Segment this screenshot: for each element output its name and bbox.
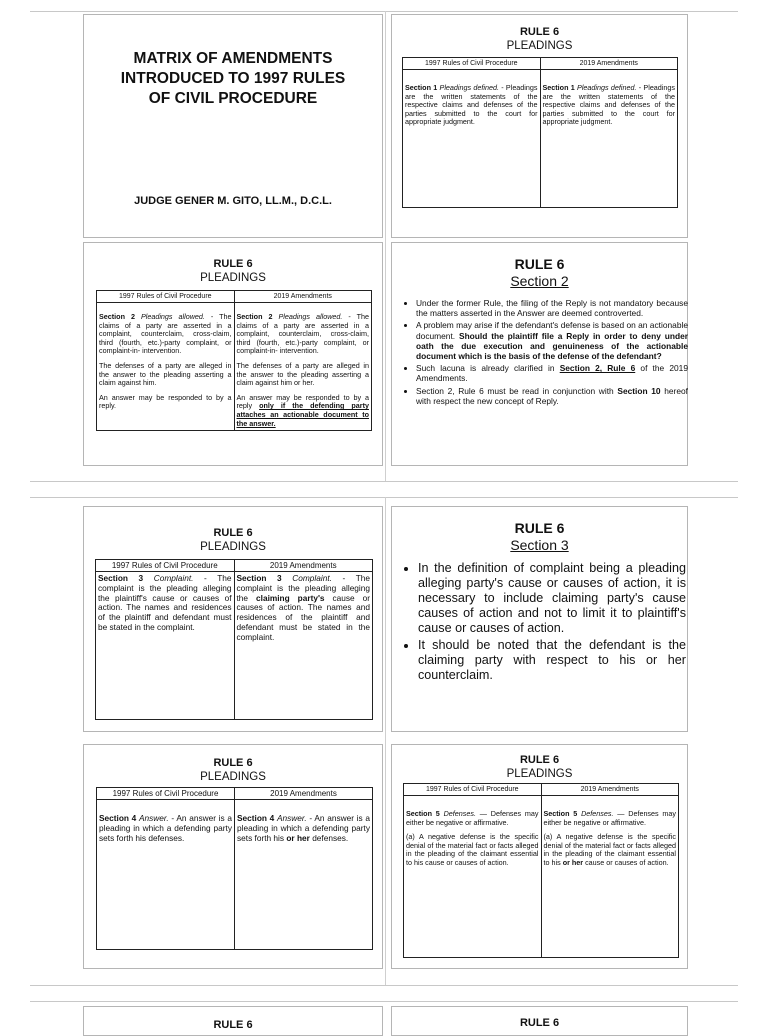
section-text: The defenses of a party are alleged in the answer to the pleading asserting a claim against him or her. bbox=[236, 360, 369, 388]
slide-section-2-notes bbox=[391, 242, 688, 466]
cover-author: JUDGE GENER M. GITO, LL.M., D.C.L. bbox=[134, 195, 332, 207]
section-text: The defenses of a party are alleged in the answer to the pleading asserting a claim against him. bbox=[99, 360, 232, 388]
column-header-1997: 1997 Rules of Civil Procedure bbox=[96, 560, 235, 572]
cut-line bbox=[385, 497, 386, 985]
rule-heading: RULE 6 bbox=[519, 1017, 560, 1029]
rule-subheading: PLEADINGS bbox=[200, 771, 266, 783]
section-text: — Defenses may either be negative or affirmative. bbox=[406, 809, 539, 827]
column-header-2019: 2019 Amendments bbox=[541, 784, 679, 796]
section-heading: Section 3 bbox=[510, 537, 569, 553]
cut-line bbox=[30, 1001, 738, 1002]
column-header-1997: 1997 Rules of Civil Procedure bbox=[404, 784, 542, 796]
rule-heading: RULE 6 bbox=[213, 757, 253, 769]
bullet-text: hereof with respect the new concept of Reply. bbox=[416, 385, 688, 406]
slide-section-3-notes bbox=[391, 506, 688, 732]
section-number: Section 5 bbox=[406, 809, 440, 818]
amendment-emphasis: only if the defending party attaches an actionable document to the answer. bbox=[236, 401, 369, 428]
bullet-list bbox=[404, 561, 686, 685]
section-title: Pleadings defined. bbox=[577, 83, 637, 92]
cell-2019 bbox=[540, 70, 678, 208]
comparison-table bbox=[95, 559, 373, 720]
column-header-1997: 1997 Rules of Civil Procedure bbox=[97, 788, 235, 800]
bullet-text: It should be noted that the defendant is the claiming party with respect to his or her counterclaim. bbox=[418, 638, 686, 682]
cover-title-line: MATRIX OF AMENDMENTS bbox=[133, 50, 333, 67]
column-header-2019: 2019 Amendments bbox=[234, 291, 372, 303]
section-title: Pleadings defined. bbox=[439, 83, 499, 92]
rule-heading: RULE 6 bbox=[514, 520, 565, 536]
cut-line bbox=[30, 497, 738, 498]
column-header-1997: 1997 Rules of Civil Procedure bbox=[403, 58, 541, 70]
cover-slide bbox=[83, 14, 383, 238]
section-number: Section 5 bbox=[543, 809, 578, 818]
cut-line bbox=[30, 11, 738, 12]
section-title: Answer. bbox=[277, 813, 307, 823]
slide-section-2-table bbox=[83, 242, 383, 466]
cell-1997 bbox=[404, 796, 542, 958]
section-number: Section 2 bbox=[99, 312, 135, 321]
rule-subheading: PLEADINGS bbox=[200, 541, 266, 553]
bullet-item bbox=[416, 320, 688, 361]
partial-slide-left bbox=[83, 1006, 383, 1036]
section-number: Section 4 bbox=[99, 813, 137, 823]
section-heading: Section 2 bbox=[510, 273, 569, 289]
slide-section-1 bbox=[391, 14, 688, 238]
column-header-2019: 2019 Amendments bbox=[540, 58, 678, 70]
section-number: Section 2 bbox=[236, 312, 273, 321]
section-number: Section 1 bbox=[405, 83, 438, 92]
section-title: Pleadings allowed. bbox=[140, 312, 205, 321]
rule-heading: RULE 6 bbox=[213, 258, 253, 270]
bullet-text: Section 2, Rule 6 must be read in conjunction with bbox=[416, 385, 614, 396]
rule-heading: RULE 6 bbox=[519, 26, 560, 38]
section-text: (a) A negative defense is the specific denial of the material fact or facts alleged in the pleading of the claimant essential to his cause or causes of action. bbox=[406, 832, 539, 867]
comparison-table bbox=[403, 783, 679, 958]
slide-section-5-table bbox=[391, 744, 688, 969]
section-title: Complaint. bbox=[153, 573, 194, 583]
section-text: cause or causes of action. bbox=[585, 857, 669, 867]
comparison-table bbox=[402, 57, 678, 208]
section-title: Defenses. bbox=[443, 809, 476, 818]
section-text: (a) A negative defense is the specific denial of the material fact or facts alleged in the pleading of the claimant essential to his bbox=[543, 832, 676, 867]
cell-1997 bbox=[97, 800, 235, 950]
cell-2019 bbox=[541, 796, 679, 958]
amendment-emphasis: or her bbox=[562, 857, 584, 867]
slide-section-3-table bbox=[83, 506, 383, 732]
section-text: — Defenses may either be negative or affirmative. bbox=[543, 809, 677, 827]
rule-subheading: PLEADINGS bbox=[200, 272, 266, 284]
cut-line bbox=[30, 481, 738, 482]
amendment-emphasis: or her bbox=[286, 832, 310, 843]
section-text: cause or causes of action. The names and residences of the plaintiff and defendant must be stated in the complaint. bbox=[236, 592, 371, 642]
column-header-2019: 2019 Amendments bbox=[234, 560, 373, 572]
section-text: - The complaint is the pleading alleging the plaintiff's cause or causes of action. The names and residences of the plaintiff and defendant must be stated in the complaint. bbox=[98, 573, 232, 632]
column-header-2019: 2019 Amendments bbox=[235, 788, 373, 800]
rule-heading: RULE 6 bbox=[514, 256, 565, 272]
column-header-1997: 1997 Rules of Civil Procedure bbox=[97, 291, 235, 303]
section-number: Section 1 bbox=[542, 83, 575, 92]
cover-title bbox=[84, 49, 382, 109]
section-text: An answer may be responded to by a reply bbox=[236, 392, 369, 411]
rule-subheading: PLEADINGS bbox=[506, 768, 573, 780]
slide-section-4-table bbox=[83, 744, 383, 969]
bullet-text: Under the former Rule, the filing of the Reply is not mandatory because the matters asserted in the Answer are deemed controverted. bbox=[416, 298, 688, 319]
section-text: - Pleadings are the written statements of the respective claims and defenses of the parties submitted to the court for appropriate judgment. bbox=[405, 83, 538, 127]
bullet-list bbox=[402, 298, 688, 408]
cell-2019 bbox=[234, 572, 373, 720]
bullet-emphasis: Should the plaintiff file a Reply in order to deny under oath the due execution and genuineness of the actionable document which is the basis of the defense of the defendant? bbox=[416, 330, 688, 362]
rule-subheading: PLEADINGS bbox=[506, 40, 573, 52]
cell-1997 bbox=[96, 572, 235, 720]
bullet-item bbox=[418, 638, 686, 683]
section-title: Answer. bbox=[139, 813, 169, 823]
cut-line bbox=[30, 985, 738, 986]
section-number: Section 3 bbox=[236, 573, 282, 583]
bullet-item bbox=[416, 386, 688, 406]
comparison-table bbox=[96, 290, 372, 431]
bullet-text: A problem may arise if the defendant's defense is based on an actionable document. bbox=[416, 320, 688, 341]
bullet-item bbox=[416, 298, 688, 318]
rule-heading: RULE 6 bbox=[213, 527, 253, 539]
section-reference: Section 10 bbox=[617, 385, 661, 396]
cover-title-line: INTRODUCED TO 1997 RULES bbox=[120, 70, 346, 87]
section-text: - An answer is a pleading in which a defending party sets forth his bbox=[237, 813, 370, 843]
partial-slide-right bbox=[391, 1006, 688, 1036]
section-reference: Section 2, Rule 6 bbox=[559, 363, 636, 374]
cover-title-line: OF CIVIL PROCEDURE bbox=[148, 90, 318, 107]
bullet-text: In the definition of complaint being a pleading alleging party's cause or causes of action, it is necessary to include claiming party's cause causes of action and not to limit it to plaintiff's cause or causes of action. bbox=[418, 561, 686, 635]
section-text: - Pleadings are the written statements of the respective claims and defenses of the parties submitted to the court for appropriate judgment. bbox=[542, 83, 675, 127]
section-number: Section 3 bbox=[98, 573, 144, 583]
rule-heading: RULE 6 bbox=[213, 1019, 253, 1031]
cut-line bbox=[385, 11, 386, 481]
bullet-text: Such lacuna is already clarified in bbox=[416, 363, 555, 374]
section-number: Section 4 bbox=[237, 813, 275, 823]
rule-heading: RULE 6 bbox=[519, 754, 560, 766]
bullet-item bbox=[416, 363, 688, 383]
cell-2019 bbox=[234, 303, 372, 431]
section-text: An answer may be responded to by a reply. bbox=[99, 392, 232, 411]
section-title: Complaint. bbox=[292, 573, 332, 583]
cell-1997 bbox=[97, 303, 235, 431]
section-text: defenses. bbox=[312, 832, 349, 843]
section-text: - An answer is a pleading in which a defending party sets forth his defenses. bbox=[99, 813, 232, 843]
comparison-table bbox=[96, 787, 373, 950]
amendment-emphasis: claiming party's bbox=[256, 592, 325, 603]
cell-1997 bbox=[403, 70, 541, 208]
bullet-text: of the 2019 Amendments. bbox=[416, 363, 689, 384]
section-text: - The claims of a party are asserted in a complaint, counterclaim, cross-claim, third (fourth, etc.)-party complaint, or complaint-in- intervention. bbox=[99, 312, 232, 356]
cell-2019 bbox=[235, 800, 373, 950]
section-title: Defenses. bbox=[581, 809, 614, 818]
section-title: Pleadings allowed. bbox=[278, 312, 343, 321]
bullet-item bbox=[418, 561, 686, 636]
section-text: - The complaint is the pleading alleging the bbox=[236, 573, 371, 603]
section-text: - The claims of a party are asserted in a complaint, counterclaim, cross-claim, third (fourth, etc.)-party complaint, or complaint-in- intervention. bbox=[236, 312, 370, 356]
